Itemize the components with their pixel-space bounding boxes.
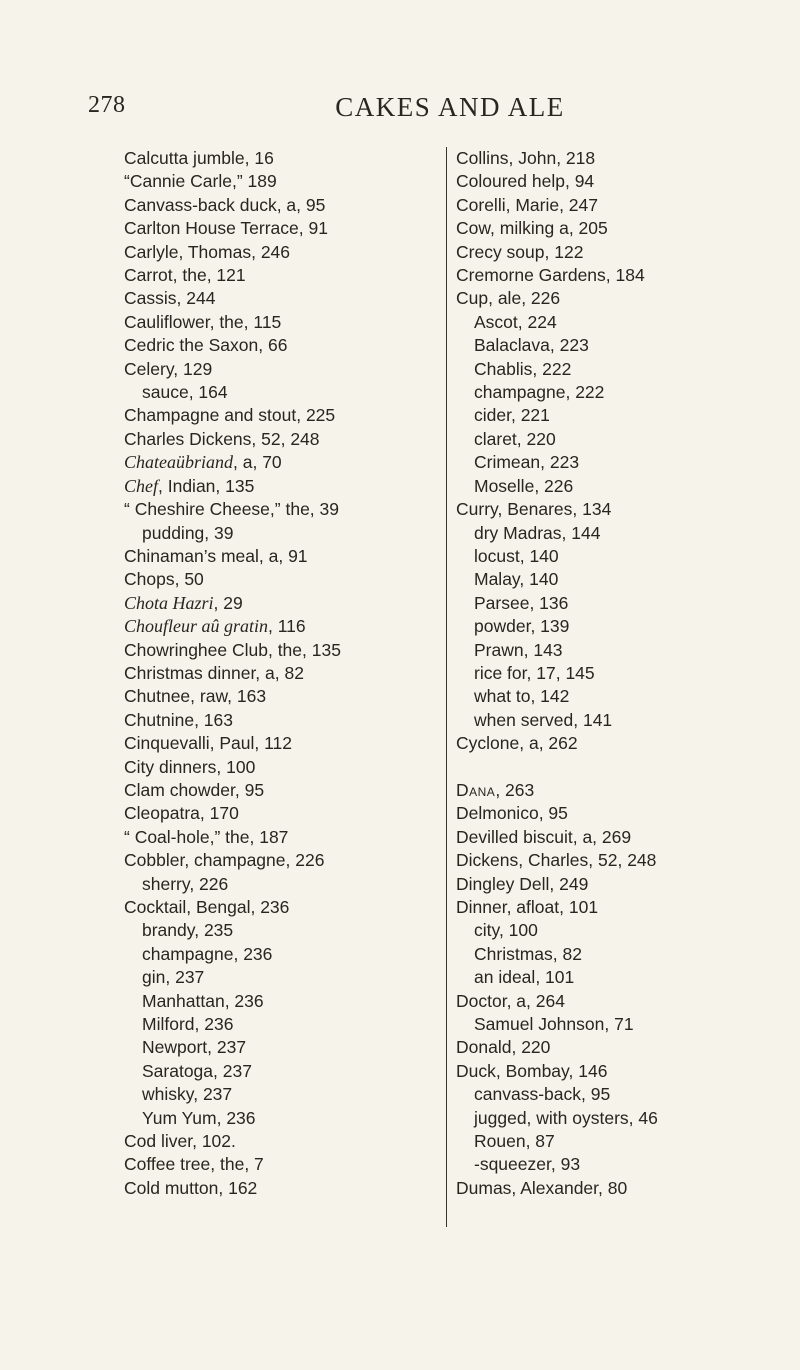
entry-term: Chota Hazri [124,592,214,613]
entry-pages: , 144 [561,522,601,543]
index-subentry [456,943,786,966]
entry-term: Cedric the Saxon [124,335,259,356]
entry-term: “Cannie Carle,” [124,171,243,192]
index-entry [124,170,454,193]
entry-term: Dinner, afloat [456,896,560,917]
index-entry [124,802,454,825]
entry-term: Dingley Dell [456,873,550,894]
entry-pages: , 101 [535,967,575,988]
index-entry [124,896,454,919]
index-entry [124,147,454,170]
index-subentry [124,990,454,1013]
entry-pages: , 129 [173,358,213,379]
entry-pages: , 101 [559,896,599,917]
index-subentry [456,709,786,732]
entry-term: Christmas [474,943,553,964]
entry-pages: , 82 [274,662,304,683]
entry-term: Newport [142,1037,208,1058]
entry-pages: , Indian, 135 [158,475,255,496]
index-entry [124,685,454,708]
entry-term: gin [142,967,166,988]
index-subentry [456,545,786,568]
index-entry [124,287,454,310]
index-entry [456,1177,786,1200]
entry-term: when served [474,709,574,730]
entry-pages: , 162 [218,1177,258,1198]
entry-pages: , 236 [233,943,273,964]
entry-term: Celery [124,358,174,379]
entry-pages: , 52, 248 [251,428,320,449]
entry-term: Crimean [474,452,541,473]
entry-term: city [474,920,499,941]
index-entry [124,592,454,615]
entry-term: Donald [456,1037,512,1058]
index-entry [456,849,786,872]
entry-pages: , 46 [628,1107,658,1128]
index-subentry [456,1107,786,1130]
index-entry [456,170,786,193]
index-entry [124,615,454,638]
entry-pages: , 237 [207,1037,247,1058]
entry-term: City dinners [124,756,217,777]
entry-pages: , 184 [605,265,645,286]
entry-pages: , 122 [544,241,584,262]
index-entry [124,662,454,685]
entry-pages: , 80 [598,1177,628,1198]
entry-term: champagne [142,943,234,964]
entry-term: Chef [124,475,158,496]
index-column-right [456,147,786,1200]
index-entry [124,194,454,217]
entry-pages: , 237 [165,967,205,988]
index-subentry [124,966,454,989]
index-subentry [456,522,786,545]
index-subentry [124,919,454,942]
entry-pages: , 222 [565,382,605,403]
entry-term: brandy [142,920,195,941]
entry-term: Cinquevalli, Paul [124,733,255,754]
index-entry [124,334,454,357]
index-entry [456,873,786,896]
entry-pages: , 226 [521,288,561,309]
entry-pages: , 237 [193,1084,233,1105]
entry-term: Carrot, the [124,265,207,286]
index-entry [456,241,786,264]
entry-term: Dickens, Charles [456,850,589,871]
index-entry [456,896,786,919]
index-subentry [456,592,786,615]
index-subentry [124,1013,454,1036]
entry-pages: , 236 [250,897,290,917]
entry-term: Milford [142,1014,195,1035]
index-subentry [456,1013,786,1036]
entry-term: Canvass-back duck, a [124,194,297,215]
entry-pages: , 94 [564,171,595,192]
index-entry [124,709,454,732]
entry-pages: , 95 [296,194,326,215]
entry-term: Carlyle, Thomas [124,241,252,262]
entry-pages: , 224 [517,311,557,332]
entry-pages: , 226 [189,873,229,894]
index-subentry [456,568,786,591]
entry-term: cider [474,405,511,426]
entry-pages: , 247 [559,194,599,215]
index-entry [124,1130,454,1153]
entry-term: powder [474,616,531,637]
entry-pages: , 223 [540,452,580,473]
entry-term: what to [474,686,531,707]
index-subentry [456,685,786,708]
entry-pages: , 141 [573,709,613,730]
index-entry [456,779,786,802]
entry-term: Chops [124,569,175,590]
index-subentry [124,1036,454,1059]
entry-term: -squeezer [474,1154,551,1175]
index-subentry [456,334,786,357]
index-entry [456,194,786,217]
entry-pages: , 82 [552,943,582,964]
entry-pages: , 244 [176,288,216,309]
entry-pages: , 142 [530,686,570,707]
entry-pages: , 262 [538,733,578,754]
entry-term: Carlton House Terrace [124,218,299,239]
entry-term: Devilled biscuit, a [456,826,593,847]
entry-term: champagne [474,382,566,403]
entry-term: “ Cheshire Cheese,” [124,499,281,520]
entry-term: Cassis [124,288,177,309]
index-subentry [456,919,786,942]
entry-term: “ Coal-hole,” [124,826,221,847]
index-subentry [456,662,786,685]
index-entry [124,264,454,287]
index-subentry [456,311,786,334]
entry-term: Cocktail, Bengal [124,897,251,917]
entry-pages: , 236 [224,990,264,1011]
entry-pages: , 52, 248 [588,850,657,871]
entry-pages: , 235 [194,920,234,941]
index-entry [456,826,786,849]
entry-term: pudding [142,522,205,543]
index-entry [124,849,454,872]
entry-pages: , 263 [495,779,535,800]
entry-term: Choufleur aû gratin [124,616,269,637]
entry-term: sauce [142,382,189,403]
entry-pages: , 225 [296,405,336,426]
entry-term: Cauliflower, the [124,311,244,332]
entry-pages: , 220 [511,1037,551,1058]
entry-term: Chinaman’s meal, a [124,545,279,566]
index-subentry [124,522,454,545]
entry-pages: the, 187 [220,826,289,847]
entry-term: locust [474,545,520,566]
index-entry [124,498,454,521]
page-header [0,92,800,132]
index-subentry [456,1153,786,1176]
index-subentry [124,1083,454,1106]
entry-term: Cremorne Gardens [456,265,606,286]
entry-pages: , 71 [604,1014,634,1035]
index-entry [456,147,786,170]
entry-term: whisky [142,1084,194,1105]
entry-term: Rouen [474,1131,526,1152]
index-subentry [456,475,786,498]
index-subentry [456,1130,786,1153]
entry-pages: , 16 [244,148,274,168]
entry-pages: , 95 [581,1084,611,1105]
index-subentry [124,1107,454,1130]
entry-term: Chutnine [124,709,195,730]
entry-term: dry Madras [474,522,562,543]
entry-term: Chateaübriand [124,452,234,473]
entry-pages: , 95 [234,779,265,800]
entry-term: Doctor, a [456,990,527,1011]
entry-pages: , 95 [538,803,568,824]
entry-term: Malay [474,569,520,590]
entry-pages: , 264 [526,990,565,1011]
entry-pages: , 66 [258,335,288,356]
entry-term: Dumas, Alexander [456,1177,599,1198]
entry-term: Chablis [474,358,533,379]
entry-pages: , 140 [519,545,559,566]
index-entry [124,545,454,568]
index-subentry [124,1060,454,1083]
entry-pages: , 249 [549,873,589,894]
entry-term: Manhattan [142,990,225,1011]
index-entry [124,1177,454,1200]
index-entry [456,287,786,310]
entry-term: Corelli, Marie [456,194,560,215]
index-entry [124,311,454,334]
index-entry [124,475,454,498]
entry-pages: , 136 [529,592,569,613]
entry-term: Balaclava [474,335,550,356]
entry-pages: , 223 [549,335,589,356]
entry-pages: , 140 [519,569,559,590]
entry-term: Cod liver [124,1131,193,1152]
entry-term: Collins, John [456,148,557,168]
entry-term: Samuel Johnson [474,1014,605,1035]
entry-pages: , 102. [192,1131,236,1152]
entry-pages: , 112 [254,733,292,754]
entry-pages: , 246 [251,241,291,262]
entry-pages: , 164 [188,382,228,403]
entry-term: sherry [142,873,190,894]
entry-term: Cold mutton [124,1177,219,1198]
index-entry [124,639,454,662]
entry-term: Coloured help [456,171,565,192]
index-entry [456,498,786,521]
entry-term: Cyclone, a [456,733,539,754]
entry-pages: , 205 [568,218,608,239]
entry-term: Christmas dinner, a [124,662,275,683]
entry-term: Chowringhee Club, the [124,639,303,660]
index-entry [456,1060,786,1083]
entry-pages: , 100 [498,920,538,941]
entry-term: Cobbler, champagne [124,850,286,871]
entry-term: Crecy soup [456,241,545,262]
entry-term: Cleopatra [124,803,200,824]
entry-pages: , 163 [194,709,233,730]
entry-term: Chutnee, raw [124,686,228,707]
index-entry [124,732,454,755]
entry-pages: , 115 [243,311,282,332]
entry-pages: , 226 [534,475,574,496]
index-subentry [124,873,454,896]
entry-pages: , 222 [532,358,572,379]
index-entry [456,990,786,1013]
index-entry [124,428,454,451]
entry-pages: , 91 [278,545,308,566]
index-subentry [456,451,786,474]
entry-pages: , 226 [285,850,325,871]
entry-pages: , 146 [568,1060,608,1081]
entry-term: Prawn [474,639,524,660]
entry-pages: , 237 [213,1060,252,1081]
entry-term: Calcutta jumble [124,148,245,168]
entry-term: Ascot [474,311,518,332]
entry-pages: , 29 [213,592,243,613]
entry-term: Coffee tree, the [124,1154,245,1175]
index-subentry [456,615,786,638]
index-entry [456,1036,786,1059]
entry-term: Yum Yum [142,1107,217,1128]
entry-pages: , 135 [302,639,341,660]
index-entry [124,779,454,802]
entry-pages: 189 [242,171,277,192]
entry-term: Saratoga [142,1060,214,1081]
index-entry [456,217,786,240]
entry-term: Delmonico [456,803,539,824]
page-number: 278 [88,92,126,118]
index-subentry [456,381,786,404]
entry-pages: , 116 [268,616,306,637]
index-entry [124,756,454,779]
entry-term: jugged, with oysters [474,1107,629,1128]
entry-pages: , 221 [510,405,550,426]
entry-term: Duck, Bombay [456,1060,569,1081]
index-entry [456,264,786,287]
entry-pages: , 139 [530,616,570,637]
entry-pages: , 163 [227,686,267,707]
index-entry [124,358,454,381]
entry-pages: , 91 [298,218,328,239]
entry-term: an ideal [474,967,536,988]
index-subentry [124,943,454,966]
entry-pages: , 121 [206,265,246,286]
entry-term: Dana [456,779,496,800]
index-entry [124,1153,454,1176]
entry-pages: , 50 [174,569,204,590]
entry-term: Parsee [474,592,530,613]
entry-term: Curry, Benares [456,499,573,520]
entry-pages: , 17, 145 [526,662,595,683]
entry-pages: , 7 [244,1154,264,1175]
entry-term: Moselle [474,475,535,496]
index-entry [124,568,454,591]
index-subentry [456,966,786,989]
entry-pages: , 93 [550,1154,581,1175]
index-subentry [456,358,786,381]
entry-pages: , 87 [525,1131,555,1152]
index-subentry [124,381,454,404]
index-entry [124,826,454,849]
entry-pages: , 143 [523,639,563,660]
entry-pages: , 236 [194,1014,234,1035]
running-title: CAKES AND ALE [335,92,565,122]
entry-term: Charles Dickens [124,428,252,449]
index-entry [124,241,454,264]
index-entry [456,732,786,755]
index-entry [124,404,454,427]
entry-pages: , 100 [216,756,256,777]
index-subentry [456,1083,786,1106]
entry-term: Champagne and stout [124,405,297,426]
index-entry [124,217,454,240]
entry-term: rice for [474,662,527,683]
entry-pages: , 220 [516,428,556,449]
entry-pages: , a, 70 [233,452,282,473]
index-entry [456,802,786,825]
index-subentry [456,404,786,427]
index-column-left [124,147,454,1200]
entry-pages: , 39 [204,522,234,543]
entry-term: Cow, milking a [456,218,569,239]
entry-pages: , 269 [592,826,632,847]
entry-pages: , 170 [199,803,239,824]
entry-term: Cup, ale [456,288,522,309]
entry-pages: , 134 [572,499,612,520]
entry-term: claret [474,428,517,449]
entry-pages: , 236 [216,1107,256,1128]
index-subentry [456,639,786,662]
entry-term: canvass-back [474,1084,581,1105]
index-entry [124,451,454,474]
entry-pages: , 218 [556,148,596,168]
entry-term: Clam chowder [124,779,235,800]
entry-pages: the, 39 [280,499,339,520]
index-subentry [456,428,786,451]
